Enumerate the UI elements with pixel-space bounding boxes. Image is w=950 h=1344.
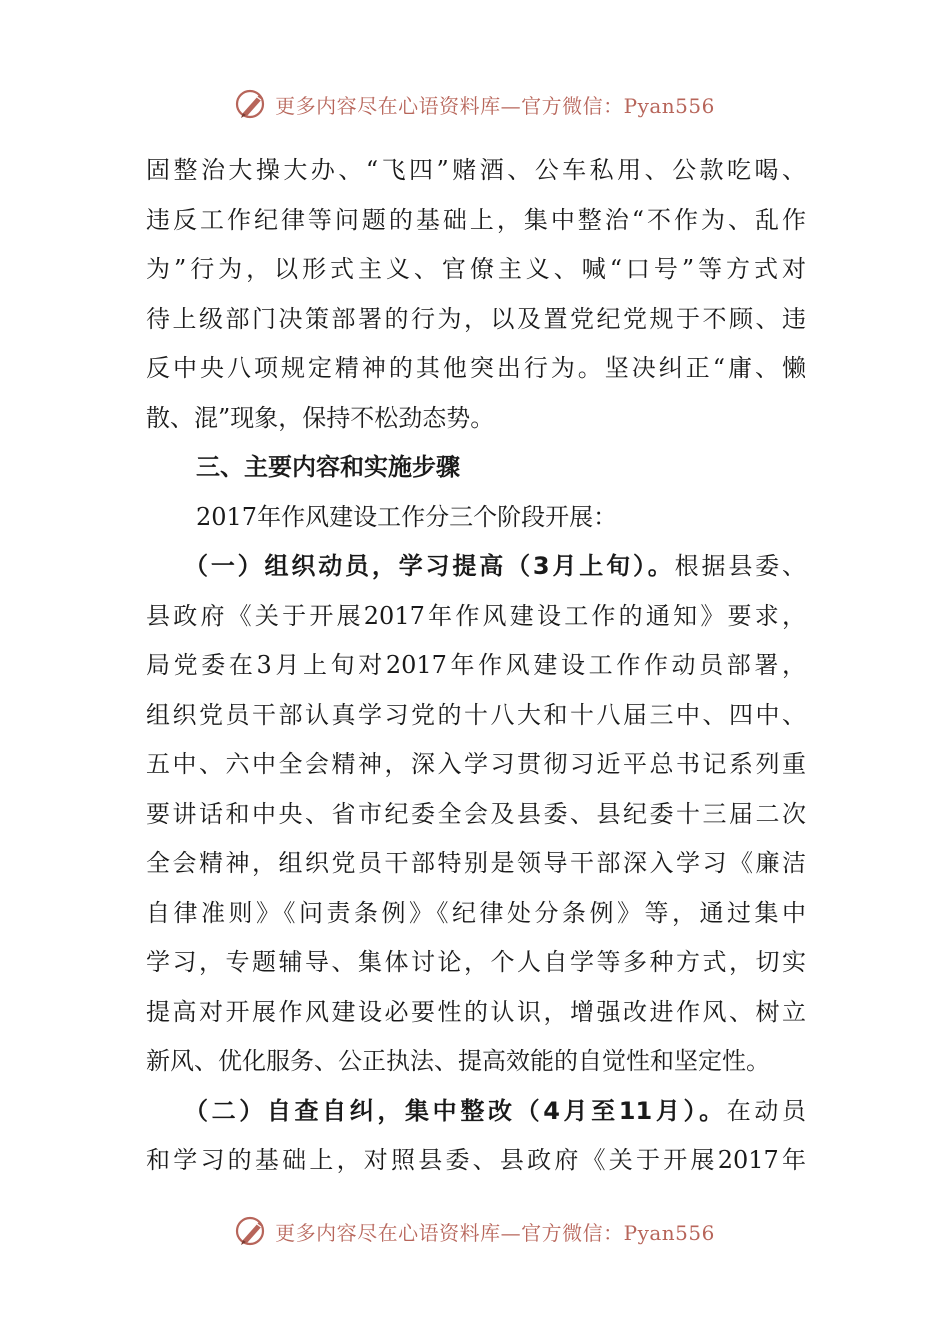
step2-lead: （二）自查自纠，集中整改（4月至11月）。 [184, 1096, 727, 1125]
text-line: 散、混”现象，保持不松劲态势。 [146, 403, 495, 432]
document-body [146, 146, 806, 1186]
text-line: 县政府《关于开展2017年作风建设工作的通知》要求， [146, 601, 806, 630]
text-line: 局党委在3月上旬对2017年作风建设工作作动员部署， [146, 651, 806, 679]
text-line: 违反工作纪律等问题的基础上，集中整治“不作为、乱作 [146, 205, 806, 234]
watermark-text: 更多内容尽在心语资料库—官方微信：Pyan556 [275, 93, 715, 118]
text-line: 学习，专题辅导、集体讨论，个人自学等多种方式，切实 [146, 948, 806, 976]
pen-logo-icon [235, 1214, 269, 1248]
text-line: 提高对开展作风建设必要性的认识，增强改进作风、树立 [146, 997, 806, 1026]
section-heading: 三、主要内容和实施步骤 [196, 453, 460, 481]
watermark-footer [0, 1211, 950, 1251]
text-line: 和学习的基础上，对照县委、县政府《关于开展2017年 [146, 1146, 806, 1174]
text-line: 根据县委、 [674, 552, 806, 580]
text-line: 待上级部门决策部署的行为，以及置党纪党规于不顾、违 [146, 304, 806, 333]
intro-line: 2017年作风建设工作分三个阶段开展： [196, 502, 618, 531]
step-lead-line [146, 542, 806, 592]
text-line: 五中、六中全会精神，深入学习贯彻习近平总书记系列重 [146, 750, 806, 778]
text-line: 在动员 [726, 1096, 806, 1125]
pen-logo-icon [235, 87, 269, 121]
text-line: 新风、优化服务、公正执法、提高效能的自觉性和坚定性。 [146, 1047, 770, 1075]
text-line: 全会精神，组织党员干部特别是领导干部深入学习《廉洁 [146, 849, 806, 877]
text-line: 要讲话和中央、省市纪委全会及县委、县纪委十三届二次 [146, 799, 806, 828]
text-line: 自律准则》《问责条例》《纪律处分条例》等，通过集中 [146, 898, 806, 927]
text-line: 组织党员干部认真学习党的十八大和十八届三中、四中、 [146, 700, 806, 729]
text-line: 反中央八项规定精神的其他突出行为。坚决纠正“庸、懒 [146, 354, 806, 382]
step1-lead: （一）组织动员，学习提高（3月上旬）。 [184, 552, 675, 580]
text-line: 为”行为，以形式主义、官僚主义、喊“口号”等方式对 [146, 255, 806, 283]
step-lead-line [146, 1087, 806, 1137]
watermark-header [0, 84, 950, 124]
watermark-text: 更多内容尽在心语资料库—官方微信：Pyan556 [275, 1220, 715, 1245]
text-line: 固整治大操大办、“飞四”赌酒、公车私用、公款吃喝、 [146, 156, 806, 184]
